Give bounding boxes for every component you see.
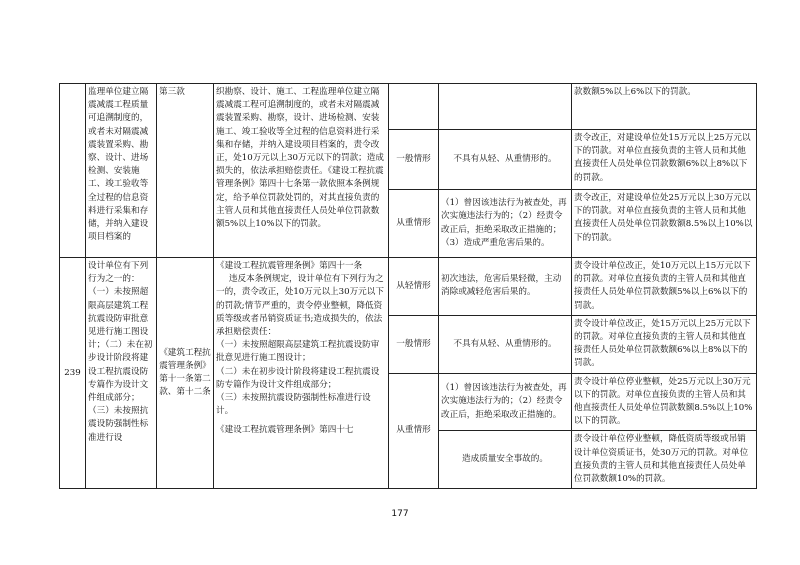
condition-cell: （1）曾因该违法行为被查处，再次实施违法行为的；（2）经责令改正后，拒绝采取改正措施的。 <box>439 373 572 431</box>
penalty-basis-cell <box>214 258 389 489</box>
tier-cell: 从重情形 <box>389 190 439 258</box>
tier-cell <box>389 84 439 130</box>
condition-cell: 造成质量安全事故的。 <box>439 431 572 489</box>
basis-item: （一）未按照超限高层建筑工程抗震设防审批意见进行施工图设计； <box>216 340 380 364</box>
condition-cell <box>439 84 572 130</box>
basis-heading: 《建设工程抗震管理条例》第四十一条 <box>216 261 363 271</box>
legal-source-cell: 第三款 <box>157 84 214 258</box>
basis-tail: 《建设工程抗震管理条例》第四十七 <box>216 425 354 436</box>
condition-cell: 初次违法，危害后果轻微，主动消除或减轻危害后果的。 <box>439 258 572 316</box>
violation-behavior-cell: 监理单位建立隔震减震工程质量可追溯制度的，或者未对隔震减震装置采购、勘察、设计、进场检测、安装施工、竣工验收等全过程的信息资料进行采集和存储，并纳入建设项目档案的 <box>86 84 157 258</box>
page-number: 177 <box>391 509 409 519</box>
tier-cell: 从重情形 <box>389 373 439 489</box>
tier-cell: 从轻情形 <box>389 258 439 316</box>
item-number-cell: 239 <box>60 258 86 489</box>
condition-cell: 不具有从轻、从重情形的。 <box>439 130 572 190</box>
standard-cell: 责令设计单位改正，处10万元以上15万元以下的罚款。对单位直接负责的主管人员和其他直接责任人员处单位罚款数额5%以上6%以下的罚款。 <box>572 258 757 316</box>
standard-cell: 责令设计单位停业整顿，降低资质等级或吊销设计单位资质证书，处30万元的罚款。对单位直接负责的主管人员和其他直接责任人员处单位罚款数额10%的罚款。 <box>572 431 757 489</box>
violation-behavior-cell: 设计单位有下列行为之一的：（一）未按照超限高层建筑工程抗震设防审批意见进行施工图设计；（二）未在初步设计阶段将建设工程抗震设防专篇作为设计文件组成部分；（三）未按照抗震设防强制性标准进行设 <box>86 258 157 489</box>
standard-cell: 款数额5%以上6%以下的罚款。 <box>572 84 757 130</box>
tier-cell: 一般情形 <box>389 315 439 373</box>
basis-item: （三）未按照抗震设防强制性标准进行设计。 <box>216 393 371 417</box>
standard-cell: 责令设计单位改正，处15万元以上25万元以下的罚款。对单位直接负责的主管人员和其他直接责任人员处单位罚款数额6%以上8%以下的罚款。 <box>572 315 757 373</box>
basis-item: （二）未在初步设计阶段将建设工程抗震设防专篇作为设计文件组成部分； <box>216 366 380 390</box>
basis-body: 违反本条例规定，设计单位有下列行为之一的，责令改正，处10万元以上30万元以下的罚款;情节严重的，责令停业整顿，降低资质等级或者吊销资质证书;造成损失的，依法承担赔偿责任： <box>216 274 384 338</box>
standard-cell: 责令改正，对建设单位处25万元以上30万元以下的罚款。对单位直接负责的主管人员和其他直接责任人员处单位罚款数额8.5%以上10%以下的罚款。 <box>572 190 757 258</box>
penalty-standard-table <box>59 83 757 489</box>
table-row <box>60 84 757 130</box>
tier-cell: 一般情形 <box>389 130 439 190</box>
legal-source-cell: 《建筑工程抗震管理条例》第十一条第二款、第十二条 <box>157 258 214 489</box>
item-number-cell <box>60 84 86 258</box>
table-row <box>60 258 757 316</box>
standard-cell: 责令设计单位停业整顿，处25万元以上30万元以下的罚款。对单位直接负责的主管人员和其他直接责任人员处单位罚款数额8.5%以上10%以下的罚款。 <box>572 373 757 431</box>
condition-cell: （1）曾因该违法行为被查处，再次实施违法行为的；（2）经责令改正后，拒绝采取改正措施的；（3）造成严重危害后果的。 <box>439 190 572 258</box>
condition-cell: 不具有从轻、从重情形的。 <box>439 315 572 373</box>
standard-cell: 责令改正，对建设单位处15万元以上25万元以下的罚款。对单位直接负责的主管人员和其他直接责任人员处单位罚款数额6%以上8%以下的罚款。 <box>572 130 757 190</box>
penalty-basis-cell: 织勘察、设计、施工、工程监理单位建立隔震减震工程可追溯制度的，或者未对隔震减震装置采购、勘察，设计、进场检测、安装施工、竣工验收等全过程的信息资料进行采集和存储，并纳入建设项目档案的，责令改正，处10万元以上30万元以下的罚款；造成损失的，依法承担赔偿责任。《建设工程抗震管理条例》第四十七条第一款依照本条例规定，给予单位罚款处罚的，对其直接负责的主管人员和其他直接责任人员处单位罚款数额5%以上10%以下的罚款。 <box>214 84 389 258</box>
